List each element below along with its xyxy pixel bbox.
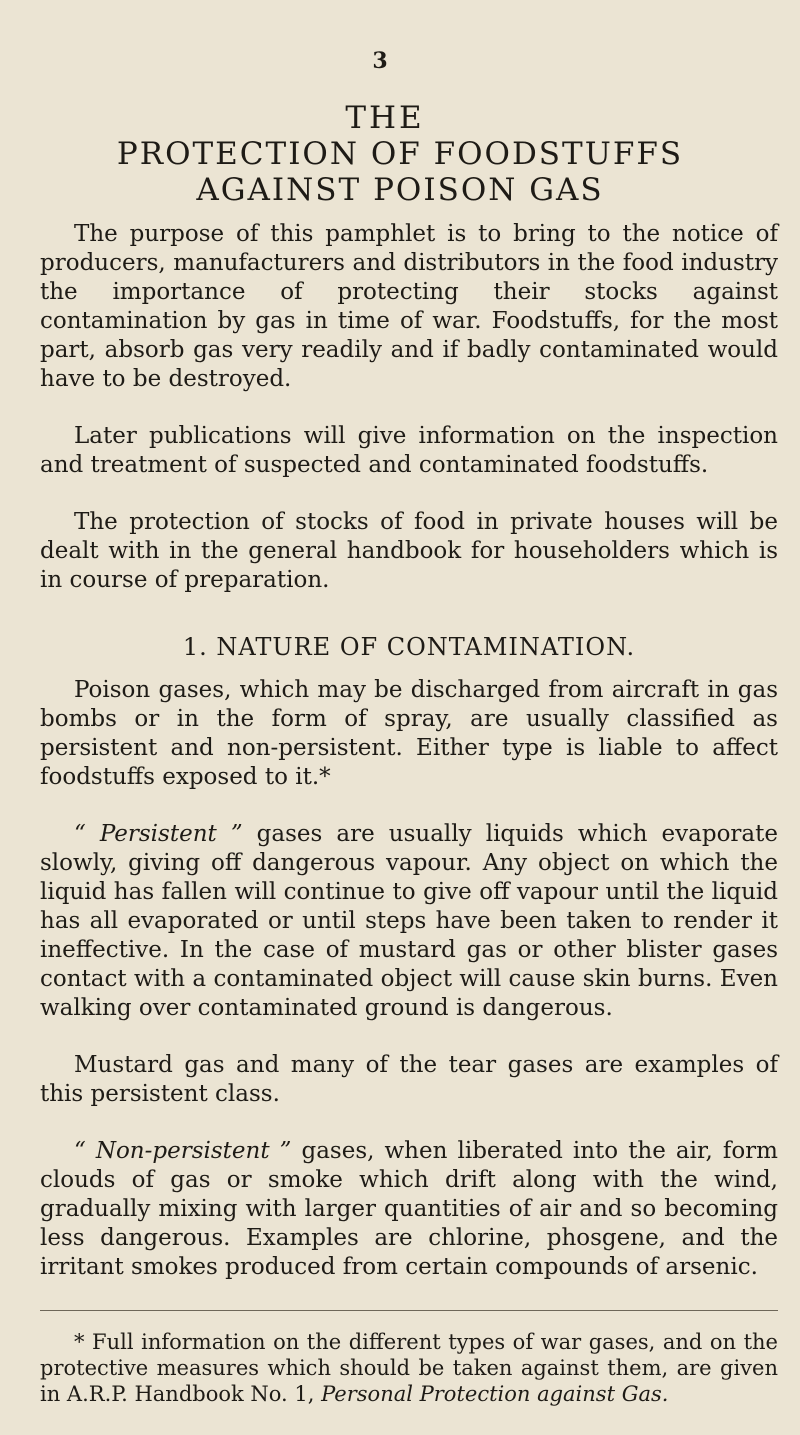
persistent-description: gases are usually liquids which evaporate slowly, giving off dangerous vapour. Any object on which the liquid has fallen will continue to give off vapour until the liquid has all evaporated or until steps have been taken to render it ineffective. In the case of mustard gas or other blister gases contact with a contaminated object will cause skin burns. Even walking over contaminated ground is dangerous. (40, 821, 778, 1021)
title-line-2: PROTECTION OF FOODSTUFFS (116, 136, 684, 172)
title-line-1: THE (345, 100, 425, 136)
section-paragraph-1: Poison gases, which may be discharged from aircraft in gas bombs or in the form of spray, are usually classified as persistent and non-persistent. Either type is liable to affect foodstuffs exposed to it.* (40, 677, 778, 790)
footnote-text: * Full information on the different types of war gases, and on the protective measures which should be taken against them, are given in A.R.P. Handbook No. 1, (40, 1330, 778, 1406)
non-persistent-description: gases, when liberated into the air, form clouds of gas or smoke which drift along with the wind, gradually mixing with larger quantities of air and so becoming less dangerous. Examples are chlorine, phosgene, and the irritant smokes produced from certain compounds of arsenic. (40, 1138, 778, 1280)
section-paragraph-3: Mustard gas and many of the tear gases are examples of this persistent class. (40, 1052, 778, 1107)
intro-paragraph-3: The protection of stocks of food in private houses will be dealt with in the general handbook for householders which is in course of preparation. (40, 509, 778, 593)
section-paragraph-2 (40, 820, 778, 1023)
section-heading: 1. NATURE OF CONTAMINATION. (182, 633, 636, 661)
intro-paragraph-2: Later publications will give information on the inspection and treatment of suspected and contaminated foodstuffs. (40, 423, 778, 478)
persistent-term: “ Persistent ” (74, 821, 243, 847)
document-body (40, 220, 778, 1435)
intro-paragraph-1: The purpose of this pamphlet is to bring to the notice of producers, manufacturers and distributors in the food industry the importance of protecting their stocks against contamination by gas in time of war. Foodstuffs, for the most part, absorb gas very readily and if badly contaminated would have to be destroyed. (40, 221, 778, 392)
title-line-3: AGAINST POISON GAS (196, 172, 604, 208)
footnote-italic-title: Personal Protection against Gas. (321, 1382, 669, 1406)
footnote (40, 1329, 778, 1407)
document-title (0, 100, 800, 208)
section-paragraph-4 (40, 1137, 778, 1282)
page-number: 3 (372, 48, 388, 74)
non-persistent-term: “ Non-persistent ” (74, 1138, 292, 1164)
footnote-divider (40, 1310, 778, 1311)
